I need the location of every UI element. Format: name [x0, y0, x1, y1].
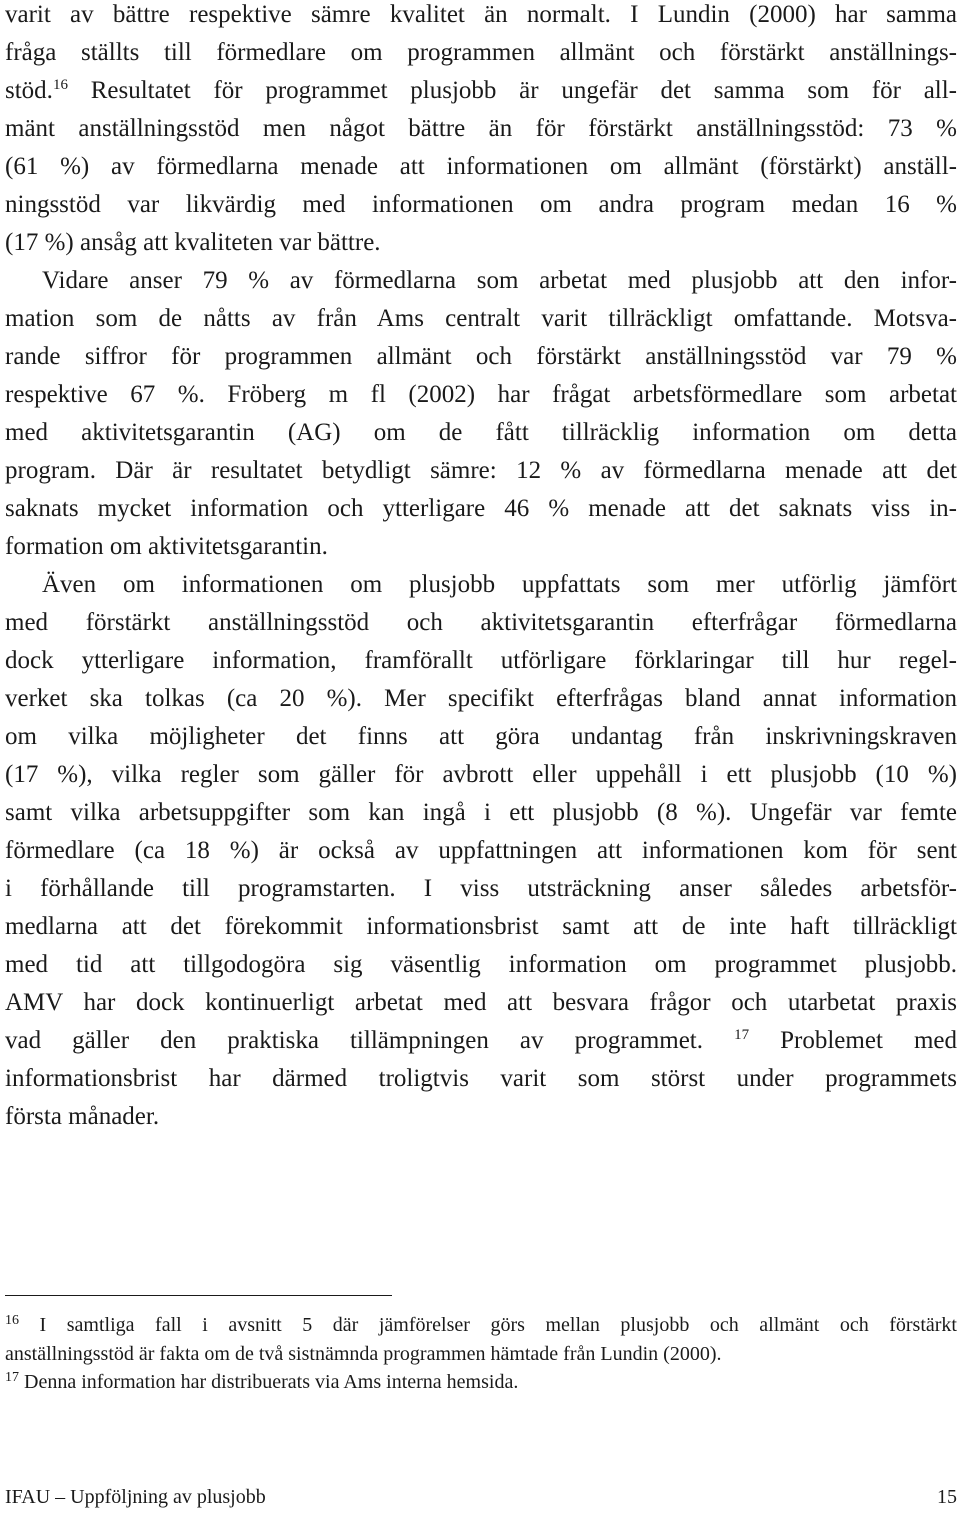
body-text: Resultatet för programmet plusjobb är ungefär det samma som för all-: [90, 77, 958, 104]
body-line: första månader.: [5, 1103, 160, 1130]
body-text: vad gäller den praktiska tillämpningen av programmet.: [5, 1027, 703, 1054]
footnote-text: I samtliga fall i avsnitt 5 där jämförelser görs mellan plusjobb och allmänt och förstärkt: [39, 1314, 957, 1336]
footnote-16: [5, 1312, 957, 1338]
body-line: fråga ställts till förmedlare om programmen allmänt och förstärkt anställnings-: [5, 39, 957, 66]
body-line: [5, 1026, 957, 1056]
body-line: med tid att tillgodogöra sig väsentlig information om programmet plusjobb.: [5, 951, 957, 978]
body-line: förmedlare (ca 18 %) är också av uppfattningen att informationen kom för sent: [5, 837, 957, 864]
body-line: med förstärkt anställningsstöd och aktivitetsgarantin efterfrågar förmedlarna: [5, 609, 957, 636]
footnote-17: [5, 1369, 957, 1395]
body-line: (17 %), vilka regler som gäller för avbrott eller uppehåll i ett plusjobb (10 %): [5, 761, 957, 788]
body-line: verket ska tolkas (ca 20 %). Mer specifikt efterfrågas bland annat information: [5, 685, 957, 712]
body-line: [5, 76, 957, 106]
body-line: AMV har dock kontinuerligt arbetat med att besvara frågor och utarbetat praxis: [5, 989, 957, 1016]
body-line: saknats mycket information och ytterligare 46 % menade att det saknats viss in-: [5, 495, 957, 522]
footnote-text: Denna information har distribuerats via Ams interna hemsida.: [24, 1371, 519, 1393]
body-line: medlarna att det förekommit informationsbrist samt att de inte haft tillräckligt: [5, 913, 957, 940]
body-line: respektive 67 %. Fröberg m fl (2002) har frågat arbetsförmedlare som arbetat: [5, 381, 957, 408]
footnote-number: 17: [5, 1370, 19, 1385]
body-line: rande siffror för programmen allmänt och förstärkt anställningsstöd var 79 %: [5, 343, 957, 370]
page-footer: [5, 1484, 957, 1510]
body-line: mation som de nåtts av från Ams centralt varit tillräckligt omfattande. Motsva-: [5, 305, 957, 332]
body-line: samt vilka arbetsuppgifter som kan ingå i ett plusjobb (8 %). Ungefär var femte: [5, 799, 957, 826]
body-text: Problemet med: [780, 1027, 957, 1054]
body-text: stöd.: [5, 77, 53, 104]
footnote-16-continued: anställningsstöd är fakta om de två sistnämnda programmen hämtade från Lundin (2000).: [5, 1343, 722, 1365]
body-line: varit av bättre respektive sämre kvalitet än normalt. I Lundin (2000) har samma: [5, 1, 957, 28]
body-line: formation om aktivitetsgarantin.: [5, 533, 328, 560]
body-line: med aktivitetsgarantin (AG) om de fått tillräcklig information om detta: [5, 419, 957, 446]
body-line: mänt anställningsstöd men något bättre än för förstärkt anställningsstöd: 73 %: [5, 115, 957, 142]
footnote-divider: [5, 1295, 392, 1296]
body-line: ningsstöd var likvärdig med informationen om andra program medan 16 %: [5, 191, 957, 218]
page-number: 15: [937, 1486, 957, 1508]
body-line: (61 %) av förmedlarna menade att informationen om allmänt (förstärkt) anställ-: [5, 153, 957, 180]
footer-title: IFAU – Uppföljning av plusjobb: [5, 1486, 266, 1508]
body-line: i förhållande till programstarten. I viss utsträckning anser således arbetsför-: [5, 875, 957, 902]
footnote-ref-17: 17: [734, 1027, 750, 1043]
footnote-number: 16: [5, 1313, 19, 1328]
body-line: informationsbrist har därmed troligtvis varit som störst under programmets: [5, 1065, 957, 1092]
paragraph-first-line: Även om informationen om plusjobb uppfattats som mer utförlig jämfört: [42, 571, 957, 598]
body-line: (17 %) ansåg att kvaliteten var bättre.: [5, 229, 381, 256]
body-line: program. Där är resultatet betydligt sämre: 12 % av förmedlarna menade att det: [5, 457, 957, 484]
footnote-ref-16: 16: [52, 77, 68, 93]
paragraph-first-line: Vidare anser 79 % av förmedlarna som arbetat med plusjobb att den infor-: [42, 267, 957, 294]
body-line: om vilka möjligheter det finns att göra undantag från inskrivningskraven: [5, 723, 957, 750]
body-line: dock ytterligare information, framförallt utförligare förklaringar till hur regel-: [5, 647, 957, 674]
